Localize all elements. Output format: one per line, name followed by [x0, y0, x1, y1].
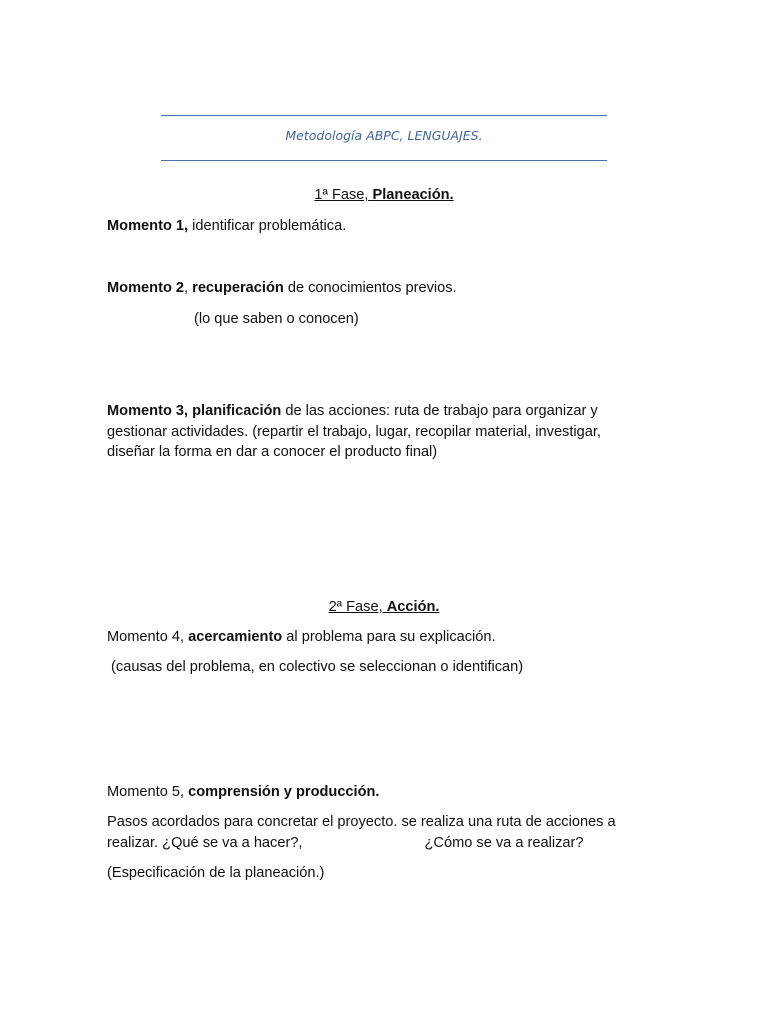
- momento-5-label: Momento 5,: [107, 784, 189, 800]
- momento-2-text: de conocimientos previos.: [283, 280, 457, 296]
- momento-2-paragraph: [107, 278, 667, 299]
- momento-4-paragraph: [107, 627, 667, 648]
- momento-5-keyword: comprensión y producción.: [188, 784, 380, 800]
- momento-4-keyword: acercamiento: [188, 629, 283, 645]
- momento-4-text: al problema para su explicación.: [282, 629, 496, 645]
- fase-1-name: Planeación.: [372, 187, 454, 203]
- momento-2-separator: ,: [184, 280, 193, 296]
- momento-3-label: Momento 3, planificación: [107, 403, 282, 419]
- momento-3-text: de las acciones: ruta de trabajo para organizar y gestionar actividades. (repartir el trabajo, lugar, recopilar material, investigar, diseñar la forma en dar a conocer el producto final): [107, 403, 601, 460]
- fase-2-heading: [0, 597, 768, 618]
- momento-2-keyword: recuperación: [192, 280, 284, 296]
- momento-2-note: (lo que saben o conocen): [194, 311, 359, 327]
- momento-5-paragraph: [107, 782, 667, 803]
- document-header-title: Metodología ABPC, LENGUAJES.: [285, 128, 483, 143]
- fase-1-number: 1ª Fase,: [314, 187, 373, 203]
- momento-4-note: (causas del problema, en colectivo se seleccionan o identifican): [107, 659, 524, 675]
- momento-4-label: Momento 4,: [107, 629, 189, 645]
- fase-1-heading: [0, 185, 768, 206]
- momento-5-note: (Especificación de la planeación.): [107, 865, 325, 881]
- fase-2-name: Acción.: [386, 599, 440, 615]
- momento-5-steps: [107, 812, 642, 853]
- momento-3-paragraph: [107, 401, 637, 463]
- momento-2-label: Momento 2: [107, 280, 185, 296]
- momento-1-paragraph: [107, 216, 667, 237]
- momento-1-label: Momento 1,: [107, 218, 189, 234]
- header-bottom-rule: [161, 160, 607, 161]
- momento-1-text: identificar problemática.: [188, 218, 347, 234]
- momento-5-question: ¿Cómo se va a realizar?: [424, 834, 584, 851]
- momento-5-steps-text: Pasos acordados para concretar el proyecto. se realiza una ruta de acciones a realizar. ¿Qué se va a hacer?,: [107, 814, 616, 851]
- fase-2-number: 2ª Fase,: [328, 599, 387, 615]
- header-top-rule: [161, 115, 607, 116]
